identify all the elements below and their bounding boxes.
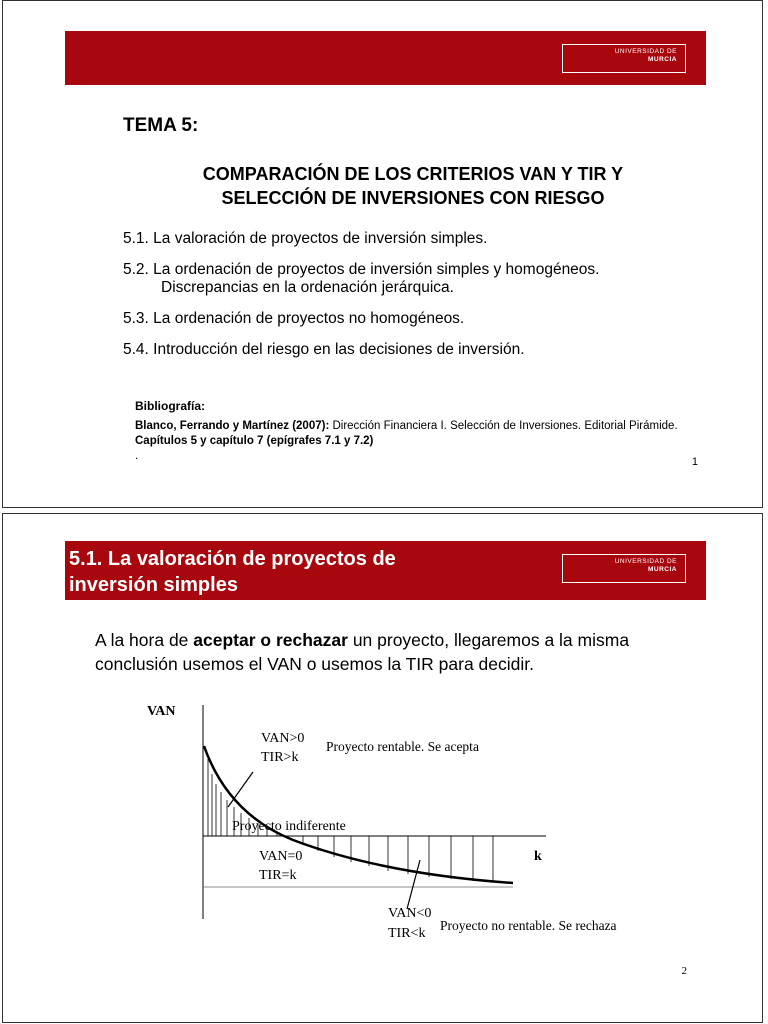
title-line-2: SELECCIÓN DE INVERSIONES CON RIESGO bbox=[221, 188, 605, 208]
logo-line-1: UNIVERSIDAD DE bbox=[614, 48, 677, 55]
topic-item-continuation: Discrepancias en la ordenación jerárquica. bbox=[161, 279, 454, 296]
bib-dot: . bbox=[135, 450, 139, 462]
intro-emphasis: aceptar o rechazar bbox=[193, 630, 348, 650]
van-zero-label: VAN=0 bbox=[259, 849, 303, 864]
slide-title bbox=[103, 162, 723, 210]
page-number: 2 bbox=[681, 965, 687, 977]
tir-negative-label: TIR<k bbox=[388, 926, 426, 941]
x-axis-label: k bbox=[534, 849, 542, 864]
van-positive-label: VAN>0 bbox=[261, 731, 305, 746]
bib-chapters: Capítulos 5 y capítulo 7 (epígrafes 7.1 y 7.2) bbox=[135, 435, 374, 447]
topic-item: 5.3. La ordenación de proyectos no homogéneos. bbox=[123, 310, 465, 327]
accept-label: Proyecto rentable. Se acepta bbox=[326, 739, 479, 754]
heading-line-2: inversión simples bbox=[69, 574, 238, 596]
bib-authors: Blanco, Ferrando y Martínez (2007): bbox=[135, 420, 330, 432]
topic-item: 5.4. Introducción del riesgo en las decisiones de inversión. bbox=[123, 341, 525, 358]
bibliography-heading: Bibliografía: bbox=[135, 399, 206, 413]
bibliography-entry bbox=[135, 419, 685, 464]
bib-text: Dirección Financiera I. Selección de Inversiones. Editorial Pirámide. bbox=[329, 420, 678, 432]
title-line-1: COMPARACIÓN DE LOS CRITERIOS VAN Y TIR Y bbox=[202, 164, 624, 184]
tir-zero-label: TIR=k bbox=[259, 868, 297, 883]
van-negative-label: VAN<0 bbox=[388, 906, 432, 921]
page-number: 1 bbox=[691, 456, 698, 468]
heading-line-1: 5.1. La valoración de proyectos de bbox=[69, 548, 396, 570]
topic-item: 5.1. La valoración de proyectos de inversión simples. bbox=[123, 230, 488, 247]
logo-line-1: UNIVERSIDAD DE bbox=[614, 558, 677, 565]
slide-1 bbox=[2, 0, 763, 508]
intro-text-a: A la hora de bbox=[95, 630, 194, 650]
y-axis-label: VAN bbox=[147, 704, 176, 719]
indifferent-label: Proyecto indiferente bbox=[232, 819, 346, 834]
intro-text-b: un proyecto, llegaremos a la misma conclusión usemos el VAN o usemos la TIR para decidir. bbox=[95, 630, 630, 674]
logo-line-2: MURCIA bbox=[648, 56, 677, 63]
reject-label: Proyecto no rentable. Se rechaza bbox=[440, 918, 617, 933]
tema-label: TEMA 5: bbox=[123, 115, 199, 136]
negative-hatching bbox=[303, 836, 493, 882]
topic-item: 5.2. La ordenación de proyectos de inversión simples y homogéneos. bbox=[123, 261, 600, 278]
van-curve bbox=[204, 746, 513, 883]
tir-positive-label: TIR>k bbox=[261, 750, 299, 765]
pointer-positive bbox=[228, 772, 253, 807]
slide-2 bbox=[2, 513, 763, 1023]
pointer-negative bbox=[407, 860, 420, 909]
header-banner bbox=[65, 31, 706, 85]
university-logo bbox=[562, 44, 686, 73]
logo-line-2: MURCIA bbox=[648, 566, 677, 573]
van-tir-diagram bbox=[3, 514, 764, 1024]
